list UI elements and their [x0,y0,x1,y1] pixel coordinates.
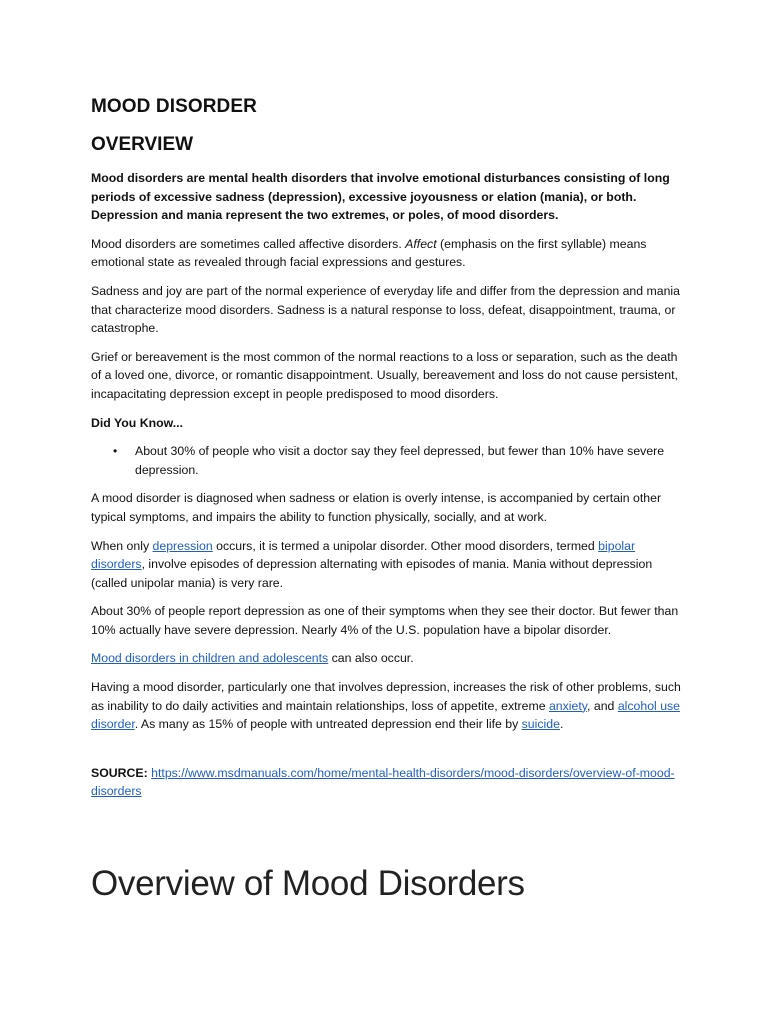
stats-paragraph: About 30% of people report depression as one of their symptoms when they see their doctor. But fewer than 10% actually have severe depression. Nearly 4% of the U.S. population have a bipolar disorder. [91,604,679,637]
overview-heading: OVERVIEW [91,134,194,155]
risk-text-2: , and [587,698,618,713]
alcohol-use-disorder-link[interactable]: alcohol use disorder [91,698,681,732]
affect-text-after: (emphasis on the first syllable) means emotional state as revealed through facial expressions and gestures. [91,236,647,270]
unipolar-text-1: When only [91,538,153,553]
source-line [91,764,681,801]
sadness-paragraph: Sadness and joy are part of the normal experience of everyday life and differ from the depression and mania that characterize mood disorders. Sadness is a natural response to loss, defeat, disappointment, trauma, or catastrophe. [91,283,681,336]
bullet-icon: • [113,444,118,459]
document-title: MOOD DISORDER [91,96,257,117]
affect-term: Affect [405,236,437,251]
diagnosed-paragraph: A mood disorder is diagnosed when sadness or elation is overly intense, is accompanied by certain other typical symptoms, and impairs the ability to function physically, socially, and at work. [91,491,662,524]
source-label: SOURCE: [91,765,148,780]
lead-paragraph: Mood disorders are mental health disorders that involve emotional disturbances consisting of long periods of excessive sadness (depression), excessive joyousness or elation (mania), or both. Depression and mania represent the two extremes, or poles, of mood disorders. [91,171,670,223]
facts-list [91,442,681,479]
children-text: can also occur. [328,651,414,666]
fact-text: About 30% of people who visit a doctor say they feel depressed, but fewer than 10% have severe depression. [135,444,665,477]
unipolar-paragraph [91,537,681,593]
children-paragraph [91,649,681,668]
risk-text-4: . [559,717,564,732]
source-url-link[interactable]: https://www.msdmanuals.com/home/mental-health-disorders/mood-disorders/overview-of-mood-disorders [91,765,675,799]
suicide-link[interactable]: suicide [521,717,560,732]
did-you-know-heading: Did You Know... [91,415,183,430]
anxiety-link[interactable]: anxiety [548,698,588,713]
bipolar-disorders-link[interactable]: bipolar disorders [91,538,636,572]
document-content [91,95,681,811]
risk-text-3: . As many as 15% of people with untreated depression end their life by [134,717,522,732]
affect-paragraph [91,235,681,272]
risk-paragraph [91,678,681,734]
depression-link[interactable]: depression [152,538,213,553]
risk-text-1: Having a mood disorder, particularly one that involves depression, increases the risk of other problems, such as inability to do daily activities and maintain relationships, loss of appetite, extreme [91,680,681,713]
list-item [113,442,681,479]
spacer [91,744,681,764]
overview-big-heading: Overview of Mood Disorders [91,864,525,903]
unipolar-text-2: occurs, it is termed a unipolar disorder. Other mood disorders, termed [212,538,599,553]
unipolar-text-3: , involve episodes of depression alternating with episodes of mania. Mania without depression (called unipolar mania) is very rare. [91,557,653,590]
affect-text-before: Mood disorders are sometimes called affective disorders. [91,236,406,251]
grief-paragraph: Grief or bereavement is the most common of the normal reactions to a loss or separation, such as the death of a loved one, divorce, or romantic disappointment. Usually, bereavement and loss do not cause persistent, incapacitating depression except in people predisposed to mood disorders. [91,349,678,401]
children-adolescents-link[interactable]: Mood disorders in children and adolescents [91,651,329,666]
